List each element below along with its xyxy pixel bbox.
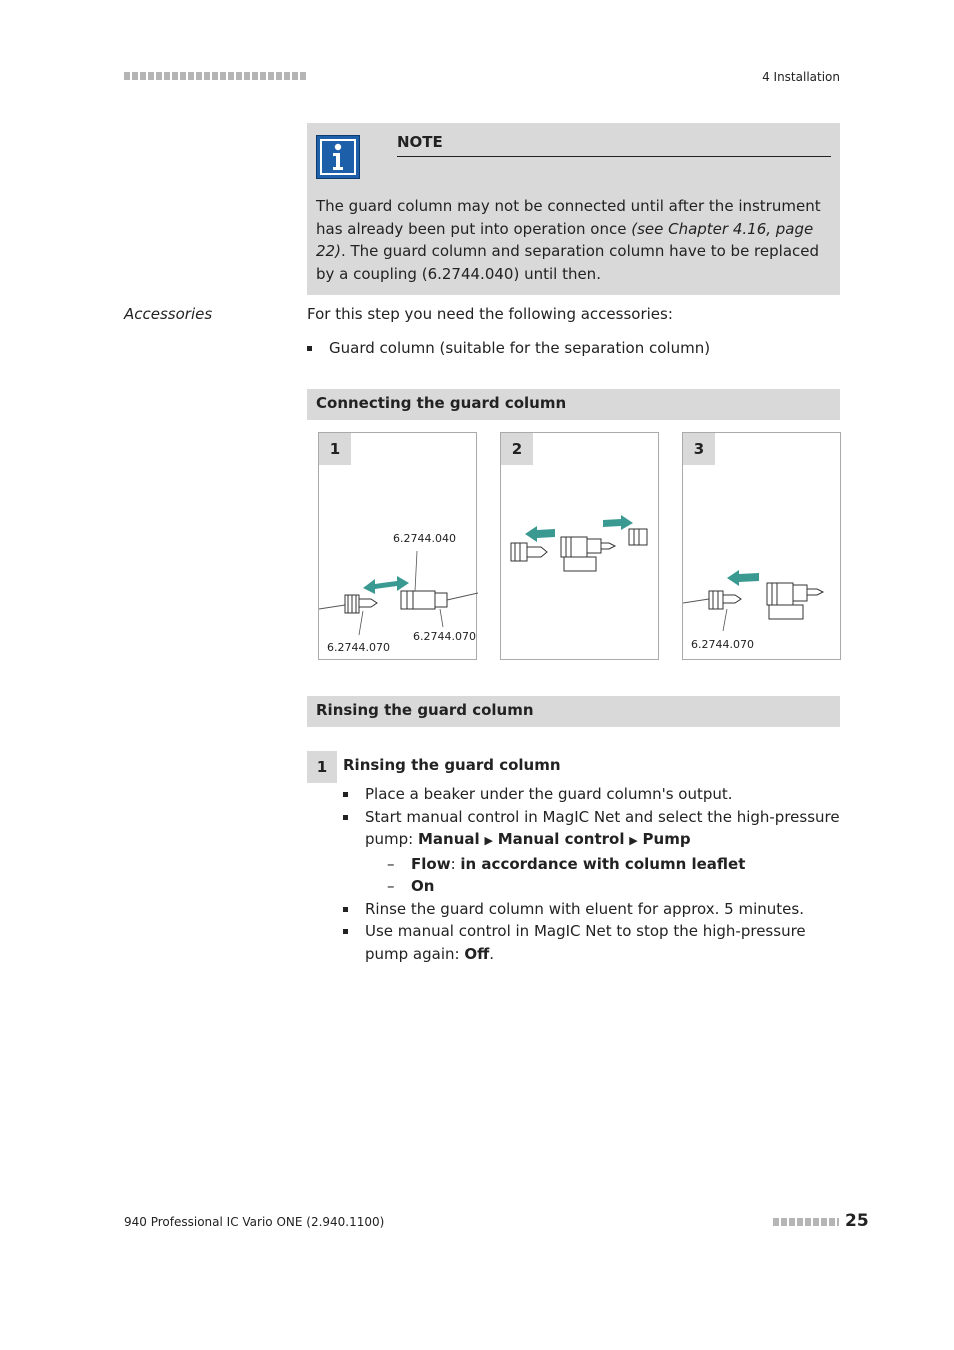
side-label-accessories: Accessories xyxy=(124,305,213,323)
figure-number: 3 xyxy=(683,433,715,465)
connector-drawing xyxy=(683,433,842,661)
connector-drawing xyxy=(319,433,478,661)
running-header: 4 Installation xyxy=(762,70,840,84)
chapter-reference: (see Chapter 4.16, page 22) xyxy=(316,219,814,260)
figure-number: 1 xyxy=(319,433,351,465)
figure-panel-3 xyxy=(682,432,841,660)
accessories-intro: For this step you need the following accessories: xyxy=(307,305,673,323)
figure-number: 2 xyxy=(501,433,533,465)
figure-panel-1 xyxy=(318,432,477,660)
sub-instruction: – On xyxy=(387,877,435,895)
page-number: 25 xyxy=(845,1211,869,1231)
figure-panel-2 xyxy=(500,432,659,660)
part-label: 6.2744.040 xyxy=(393,532,456,545)
note-text: The guard column may not be connected until after the instrument has already been put into operation once (see Chapter 4.16, page 22). The guard column and separation column have to be replaced by a coupling (6.2744.040) until then. xyxy=(316,197,821,283)
footer-product: 940 Professional IC Vario ONE (2.940.1100) xyxy=(124,1215,385,1229)
instruction-item: Use manual control in MagIC Net to stop the high-pressure pump again: Off. xyxy=(343,920,843,965)
connector-drawing xyxy=(501,433,660,661)
step-number: 1 xyxy=(307,751,337,783)
header-decoration xyxy=(124,72,308,80)
part-label: 6.2744.070 xyxy=(327,641,390,654)
info-icon xyxy=(316,135,360,179)
instruction-item: Rinse the guard column with eluent for approx. 5 minutes. xyxy=(343,898,843,921)
note-title: NOTE xyxy=(397,133,831,157)
menu-path-manual-control: Manual control xyxy=(497,830,625,848)
menu-path-pump: Pump xyxy=(642,830,691,848)
note-box xyxy=(307,123,840,295)
section-heading-rinsing: Rinsing the guard column xyxy=(307,696,840,727)
sub-instruction: – Flow: in accordance with column leaflet xyxy=(387,854,746,873)
part-label: 6.2744.070 xyxy=(691,638,754,651)
section-heading-connecting: Connecting the guard column xyxy=(307,389,840,420)
part-label: 6.2744.070 xyxy=(413,630,476,643)
instruction-item: Place a beaker under the guard column's output. xyxy=(343,783,843,806)
footer-decoration xyxy=(773,1218,839,1226)
step-instructions xyxy=(343,783,843,965)
instruction-item: Start manual control in MagIC Net and select the high-pressure pump: Manual ▶ Manual control ▶ Pump xyxy=(343,806,843,853)
step-title: Rinsing the guard column xyxy=(343,756,561,774)
menu-path-manual: Manual xyxy=(417,830,480,848)
